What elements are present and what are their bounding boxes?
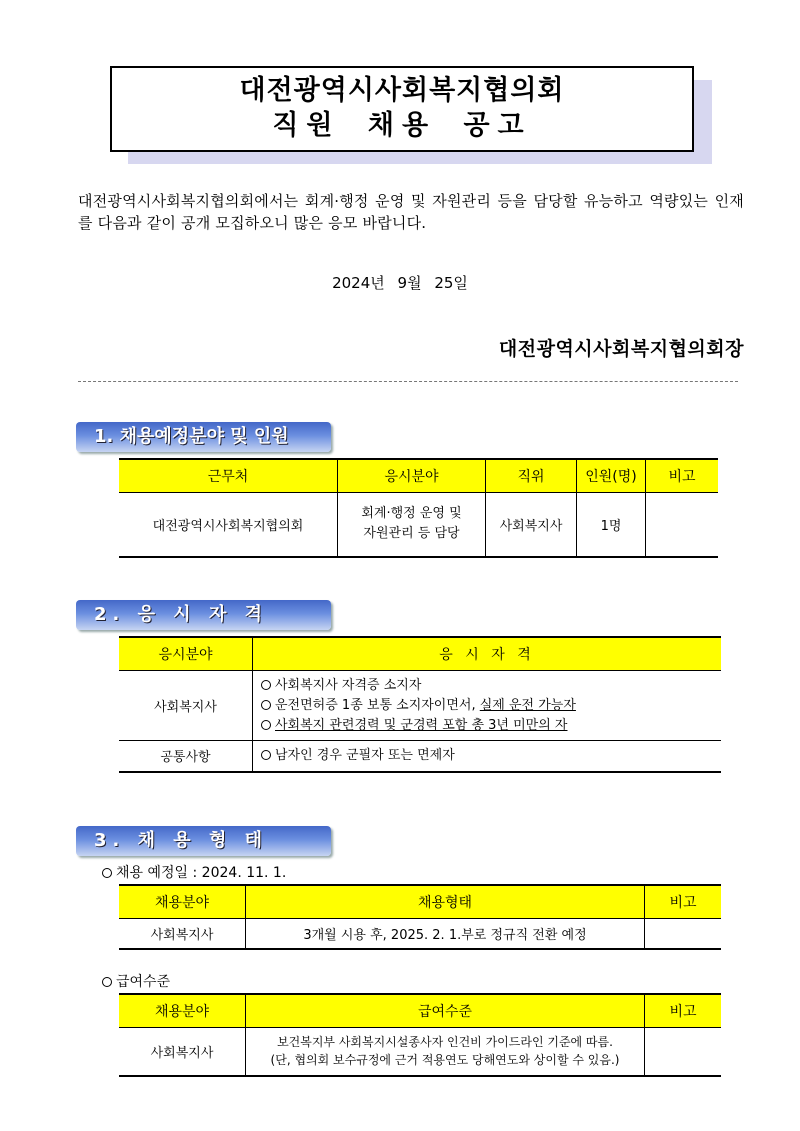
- circle-bullet-icon: [261, 700, 271, 710]
- cell-workplace: 대전광역시사회복지협의회: [119, 493, 338, 557]
- qualification-text-underlined: 사회복지 관련경력 및 군경력 포함 총 3년 미만의 자: [275, 717, 568, 733]
- positions-table: [119, 458, 718, 558]
- cell-type: 3개월 시용 후, 2025. 2. 1.부로 정규직 전환 예정: [246, 919, 645, 949]
- col-workplace: 근무처: [119, 459, 338, 493]
- table-header-row: [119, 994, 721, 1028]
- col-field: 채용분야: [119, 994, 246, 1028]
- col-field: 응시분야: [338, 459, 486, 493]
- cell-field: 사회복지사: [119, 671, 253, 741]
- circle-bullet-icon: [261, 680, 271, 690]
- salary-table: [119, 993, 721, 1077]
- col-remark: 비고: [646, 459, 719, 493]
- qualification-text: 남자인 경우 군필자 또는 면제자: [275, 747, 455, 763]
- circle-bullet-icon: [261, 720, 271, 730]
- col-field: 채용분야: [119, 885, 246, 919]
- cell-remark: [645, 919, 722, 949]
- table-header-row: [119, 637, 721, 671]
- qualification-text-underlined: 실제 운전 가능자: [479, 697, 576, 713]
- qualification-text: 사회복지사 자격증 소지자: [275, 677, 422, 693]
- qualification-item: [261, 716, 720, 736]
- cell-field: [338, 493, 486, 557]
- issuer-signature: 대전광역시사회복지협의회장: [498, 338, 744, 360]
- qualification-text: 운전면허증 1종 보통 소지자이면서,: [275, 697, 480, 713]
- col-field: 응시분야: [119, 637, 253, 671]
- table-row: [119, 671, 721, 741]
- cell-count: 1명: [577, 493, 646, 557]
- qualification-item: [261, 696, 720, 716]
- section-header-positions: 1. 채용예정분야 및 인원: [76, 422, 331, 452]
- employment-type-table: [119, 884, 721, 950]
- col-remark: 비고: [645, 994, 722, 1028]
- cell-qualifications: [253, 671, 722, 741]
- qualifications-table: [119, 636, 721, 773]
- salary-line1: 보건복지부 사회복지시설종사자 인건비 가이드라인 기준에 따름.: [277, 1035, 613, 1050]
- cell-field-line1: 회계·행정 운영 및: [361, 506, 462, 522]
- table-row: [119, 1028, 721, 1076]
- col-count: 인원(명): [577, 459, 646, 493]
- cell-field: 사회복지사: [119, 919, 246, 949]
- start-date-note: [102, 862, 286, 882]
- salary-note-text: 급여수준: [116, 974, 171, 990]
- col-type: 채용형태: [246, 885, 645, 919]
- col-position: 직위: [486, 459, 577, 493]
- title-org: 대전광역시사회복지협의회: [239, 75, 565, 106]
- col-qualifications: 응 시 자 격: [253, 637, 722, 671]
- salary-note: [102, 971, 170, 991]
- cell-field: 사회복지사: [119, 1028, 246, 1076]
- title-notice: 직원 채용 공고: [272, 110, 532, 141]
- table-row: [119, 919, 721, 949]
- intro-paragraph: 대전광역시사회복지협의회에서는 회계·행정 운영 및 자원관리 등을 담당할 유능하고 역량있는 인재를 다음과 같이 공개 모집하오니 많은 응모 바랍니다.: [78, 192, 744, 232]
- table-header-row: [119, 459, 718, 493]
- cell-qualifications: [253, 741, 722, 772]
- qualification-item: [261, 746, 720, 766]
- section-header-employment-type: 3. 채 용 형 태: [76, 826, 331, 856]
- cell-position: 사회복지사: [486, 493, 577, 557]
- circle-bullet-icon: [102, 977, 112, 987]
- circle-bullet-icon: [102, 868, 112, 878]
- col-salary: 급여수준: [246, 994, 645, 1028]
- table-row: [119, 741, 721, 772]
- cell-field: 공통사항: [119, 741, 253, 772]
- circle-bullet-icon: [261, 750, 271, 760]
- table-header-row: [119, 885, 721, 919]
- cell-salary: [246, 1028, 645, 1076]
- col-remark: 비고: [645, 885, 722, 919]
- cell-remark: [645, 1028, 722, 1076]
- table-row: [119, 493, 718, 557]
- qualification-item: [261, 676, 720, 696]
- divider: [78, 381, 738, 382]
- section-header-qualifications: 2. 응 시 자 격: [76, 600, 331, 630]
- start-date-text: 채용 예정일 : 2024. 11. 1.: [116, 865, 287, 881]
- cell-remark: [646, 493, 719, 557]
- title-box: [110, 66, 694, 152]
- notice-date: 2024년 9월 25일: [332, 274, 468, 292]
- salary-line2: (단, 협의회 보수규정에 근거 적용연도 당해연도와 상이할 수 있음.): [270, 1053, 620, 1068]
- cell-field-line2: 자원관리 등 담당: [363, 526, 460, 542]
